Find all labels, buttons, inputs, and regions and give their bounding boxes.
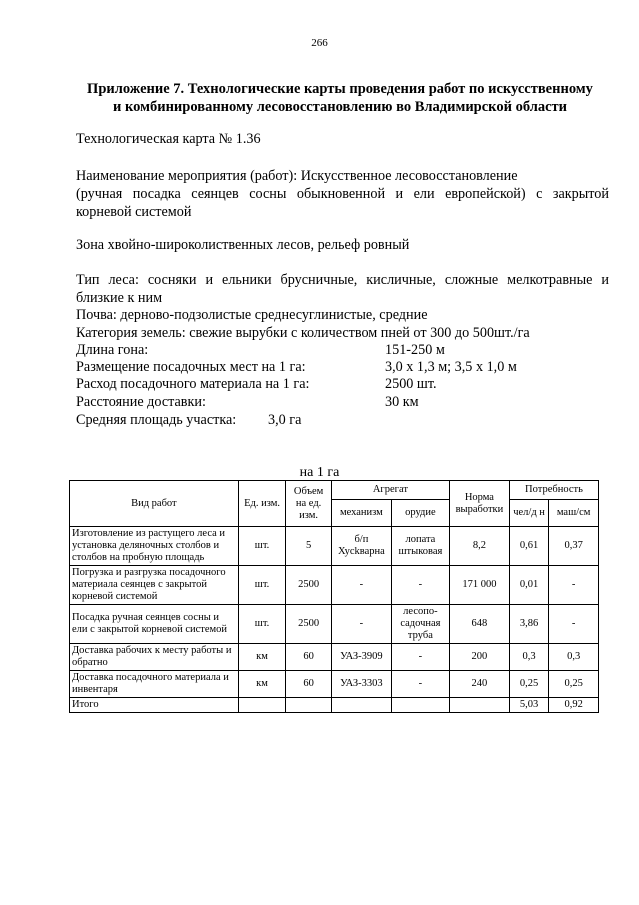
header-norm: Норма выработки <box>449 481 509 527</box>
header-mechanism: механизм <box>331 500 391 527</box>
table-row <box>70 605 599 644</box>
page-number: 266 <box>311 37 328 49</box>
cell-person-days: 0,01 <box>509 566 548 605</box>
cell-volume: 2500 <box>286 566 332 605</box>
header-aggregate: Агрегат <box>331 481 449 500</box>
avg-area-value: 3,0 га <box>268 412 302 428</box>
header-tool: орудие <box>391 500 449 527</box>
table-row <box>70 644 599 671</box>
table-row <box>70 527 599 566</box>
cell-work: Изготовление из растущего леса и установка деляночных столбов и столбов на пробную площадь <box>70 527 239 566</box>
cell-mechanism: УАЗ-3303 <box>331 671 391 698</box>
empty-cell <box>286 698 332 713</box>
cell-tool: лопата штыковая <box>391 527 449 566</box>
cell-machine-shifts: 0,3 <box>549 644 599 671</box>
forest-zone: Зона хвойно-широколиственных лесов, рельеф ровный <box>76 237 410 253</box>
total-label: Итого <box>70 698 239 713</box>
cell-person-days: 0,3 <box>509 644 548 671</box>
cell-volume: 60 <box>286 671 332 698</box>
table-row <box>70 671 599 698</box>
header-work: Вид работ <box>70 481 239 527</box>
cell-machine-shifts: - <box>549 605 599 644</box>
activity-line-3: корневой системой <box>76 204 192 220</box>
param-label: Размещение посадочных мест на 1 га: <box>76 359 306 375</box>
table-caption: на 1 га <box>299 465 340 480</box>
empty-cell <box>238 698 286 713</box>
cell-machine-shifts: 0,37 <box>549 527 599 566</box>
forest-type-line-2: близкие к ним <box>76 290 163 306</box>
forest-type-line-1: Тип леса: сосняки и ельники брусничные, кисличные, сложные мелкотравные и <box>76 272 609 288</box>
header-unit: Ед. изм. <box>238 481 286 527</box>
cell-norm: 200 <box>449 644 509 671</box>
cell-person-days: 0,61 <box>509 527 548 566</box>
cell-volume: 5 <box>286 527 332 566</box>
avg-area-label: Средняя площадь участка: <box>76 412 237 428</box>
cell-volume: 60 <box>286 644 332 671</box>
cell-norm: 171 000 <box>449 566 509 605</box>
title-line-1: Приложение 7. Технологические карты проведения работ по искусственному <box>87 81 593 97</box>
cell-unit: шт. <box>238 527 286 566</box>
cell-norm: 8,2 <box>449 527 509 566</box>
cell-mechanism: УАЗ-3909 <box>331 644 391 671</box>
param-label: Расход посадочного материала на 1 га: <box>76 376 310 392</box>
param-value: 151-250 м <box>385 342 445 358</box>
table-row <box>70 566 599 605</box>
cell-unit: км <box>238 671 286 698</box>
cell-work: Погрузка и разгрузка посадочного материала сеянцев с закрытой корневой системой <box>70 566 239 605</box>
total-machine-shifts: 0,92 <box>549 698 599 713</box>
table-header-row <box>70 481 599 500</box>
cell-tool: - <box>391 566 449 605</box>
header-need: Потребность <box>509 481 598 500</box>
cell-tool: - <box>391 644 449 671</box>
param-value: 30 км <box>385 394 419 410</box>
cell-mechanism: - <box>331 566 391 605</box>
cell-mechanism: б/п Хусkварна <box>331 527 391 566</box>
soil-type: Почва: дерново-подзолистые среднесуглинистые, средние <box>76 307 428 323</box>
technology-table <box>69 480 599 713</box>
land-category: Категория земель: свежие вырубки с количеством пней от 300 до 500шт./га <box>76 325 530 341</box>
cell-person-days: 3,86 <box>509 605 548 644</box>
header-machine-shifts: маш/см <box>549 500 599 527</box>
param-value: 3,0 х 1,3 м; 3,5 х 1,0 м <box>385 359 517 375</box>
table-total-row <box>70 698 599 713</box>
activity-line-2: (ручная посадка сеянцев сосны обыкновенной и ели европейской) с закрытой <box>76 186 609 202</box>
cell-work: Доставка посадочного материала и инвентаря <box>70 671 239 698</box>
title-line-2: и комбинированному лесовосстановлению во Владимирской области <box>112 99 568 115</box>
header-person-days: чел/д н <box>509 500 548 527</box>
empty-cell <box>391 698 449 713</box>
cell-tool: лесопо-садочная труба <box>391 605 449 644</box>
cell-machine-shifts: - <box>549 566 599 605</box>
cell-norm: 240 <box>449 671 509 698</box>
header-volume: Объем на ед. изм. <box>286 481 332 527</box>
cell-unit: шт. <box>238 605 286 644</box>
cell-tool: - <box>391 671 449 698</box>
cell-machine-shifts: 0,25 <box>549 671 599 698</box>
param-label: Расстояние доставки: <box>76 394 206 410</box>
param-value: 2500 шт. <box>385 376 437 392</box>
document-title <box>70 80 610 116</box>
cell-volume: 2500 <box>286 605 332 644</box>
cell-unit: шт. <box>238 566 286 605</box>
card-number: Технологическая карта № 1.36 <box>76 131 261 147</box>
cell-work: Доставка рабочих к месту работы и обратно <box>70 644 239 671</box>
activity-line-1: Наименование мероприятия (работ): Искусственное лесовосстановление <box>76 168 518 184</box>
cell-work: Посадка ручная сеянцев сосны и ели с закрытой корневой системой <box>70 605 239 644</box>
cell-person-days: 0,25 <box>509 671 548 698</box>
cell-norm: 648 <box>449 605 509 644</box>
cell-unit: км <box>238 644 286 671</box>
empty-cell <box>449 698 509 713</box>
param-label: Длина гона: <box>76 342 149 358</box>
empty-cell <box>331 698 391 713</box>
total-person-days: 5,03 <box>509 698 548 713</box>
cell-mechanism: - <box>331 605 391 644</box>
